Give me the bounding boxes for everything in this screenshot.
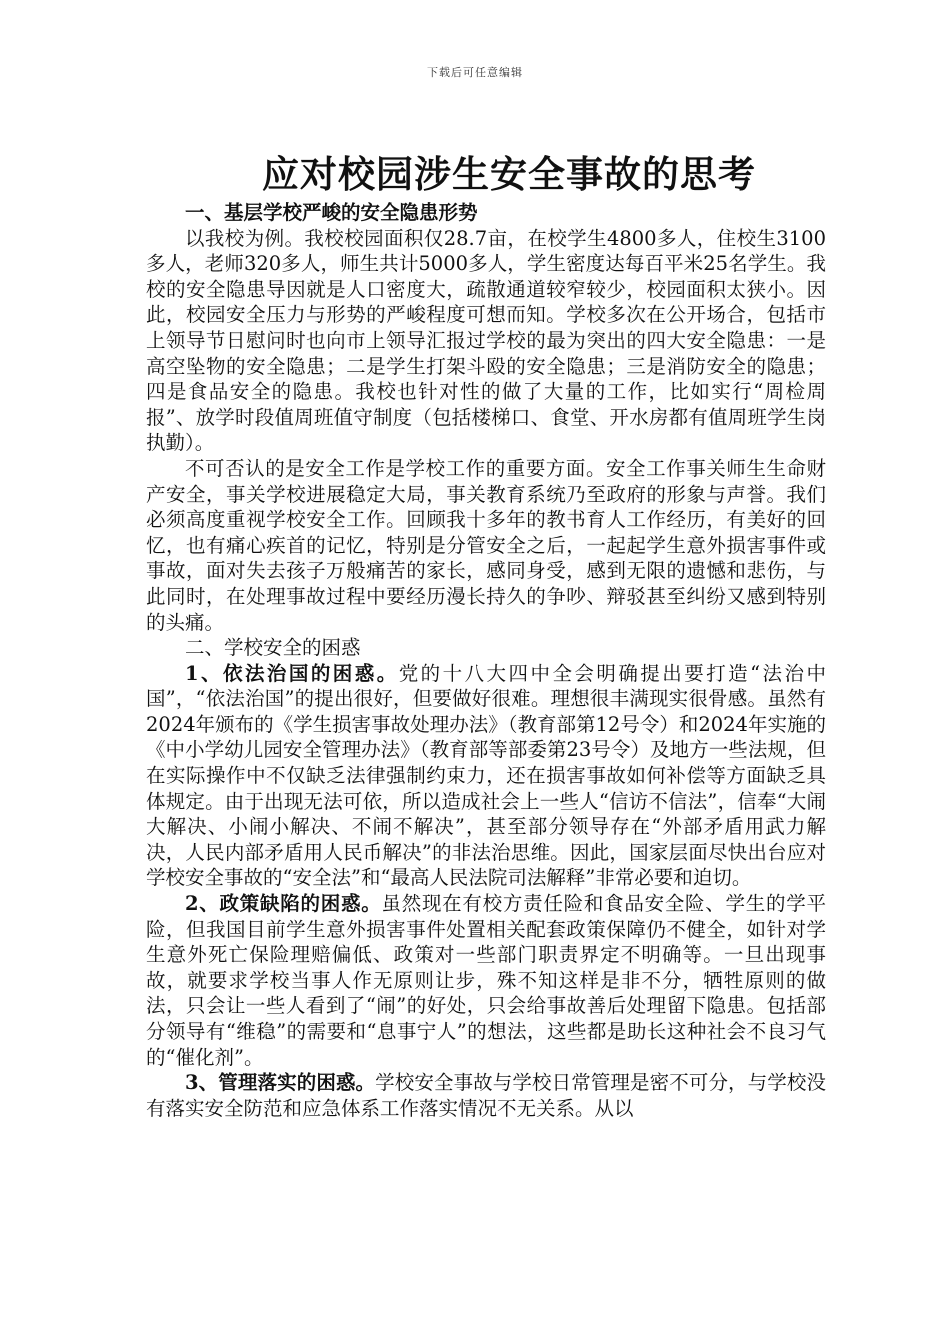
- paragraph-1: 以我校为例。我校校园面积仅28.7亩，在校学生4800多人，住校生3100多人，老师320多人，师生共计5000多人，学生密度达每百平米25名学生。我校的安全隐患导因就是人口密度大，疏散通道较窄较少，校园面积太狭小。因此，校园安全压力与形势的严峻程度可想而知。学校多次在公开场合，包括市上领导节日慰问时也向市上领导汇报过学校的最为突出的四大安全隐患：一是高空坠物的安全隐患；二是学生打架斗殴的安全隐患；三是消防安全的隐患；四是食品安全的隐患。我校也针对性的做了大量的工作，比如实行“周检周报”、放学时段值周班值守制度（包括楼梯口、食堂、开水房都有值周班学生岗执勤）。: [146, 226, 826, 455]
- header-note: 下载后可任意编辑: [427, 66, 523, 79]
- paragraph-2: 不可否认的是安全工作是学校工作的重要方面。安全工作事关师生生命财产安全，事关学校进展稳定大局，事关教育系统乃至政府的形象与声誉。我们必须高度重视学校安全工作。回顾我十多年的教书育人工作经历，有美好的回忆，也有痛心疾首的记忆，特别是分管安全之后，一起起学生意外损害事件或事故，面对失去孩子万般痛苦的家长，感同身受，感到无限的遗憾和悲伤，与此同时，在处理事故过程中要经历漫长持久的争吵、辩驳甚至纠纷又感到特别的头痛。: [146, 456, 826, 634]
- paragraph-item-2: [146, 891, 826, 1070]
- item-2-text: 虽然现在有校方责任险和食品安全险、学生的学平险，但我国目前学生意外损害事件处置相关配套政策保障仍不健全，如针对学生意外死亡保险理赔偏低、政策对一些部门职责界定不明确等。一旦出现事故，就要求学校当事人作无原则让步，殊不知这样是非不分，牺牲原则的做法，只会让一些人看到了“闹”的好处，只会给事故善后处理留下隐患。包括部分领导有“维稳”的需要和“息事宁人”的想法，这些都是助长这种社会不良习气的“催化剂”。: [146, 892, 826, 1069]
- document-title: 应对校园涉生安全事故的思考: [262, 152, 756, 196]
- paragraph-item-3: [146, 1070, 826, 1121]
- section-heading-1: 一、基层学校严峻的安全隐患形势: [185, 201, 478, 224]
- section-heading-2: 二、学校安全的困惑: [185, 636, 361, 660]
- item-1-text: 党的十八大四中全会明确提出要打造“法治中国”，“依法治国”的提出很好，但要做好很难。理想很丰满现实很骨感。虽然有2024年颁布的《学生损害事故处理办法》（教育部第12号令）和2024年实施的《中小学幼儿园安全管理办法》（教育部等部委第23号令）及地方一些法规，但在实际操作中不仅缺乏法律强制约束力，还在损害事故如何补偿等方面缺乏具体规定。由于出现无法可依，所以造成社会上一些人“信访不信法”，信奉“大闹大解决、小闹小解决、不闹不解决”，甚至部分领导存在“外部矛盾用武力解决，人民内部矛盾用人民币解决”的非法治思维。因此，国家层面尽快出台应对学校安全事故的“安全法”和“最高人民法院司法解释”非常必要和迫切。: [146, 661, 826, 890]
- document-body: [146, 200, 826, 1121]
- item-2-lead: 2、政策缺陷的困惑。: [185, 892, 382, 916]
- item-1-lead: 1、依法治国的困惑。: [185, 661, 399, 685]
- item-3-text: 学校安全事故与学校日常管理是密不可分，与学校没有落实安全防范和应急体系工作落实情况不无关系。从以: [146, 1071, 826, 1120]
- item-3-lead: 3、管理落实的困惑。: [185, 1071, 376, 1095]
- paragraph-item-1: [146, 661, 826, 891]
